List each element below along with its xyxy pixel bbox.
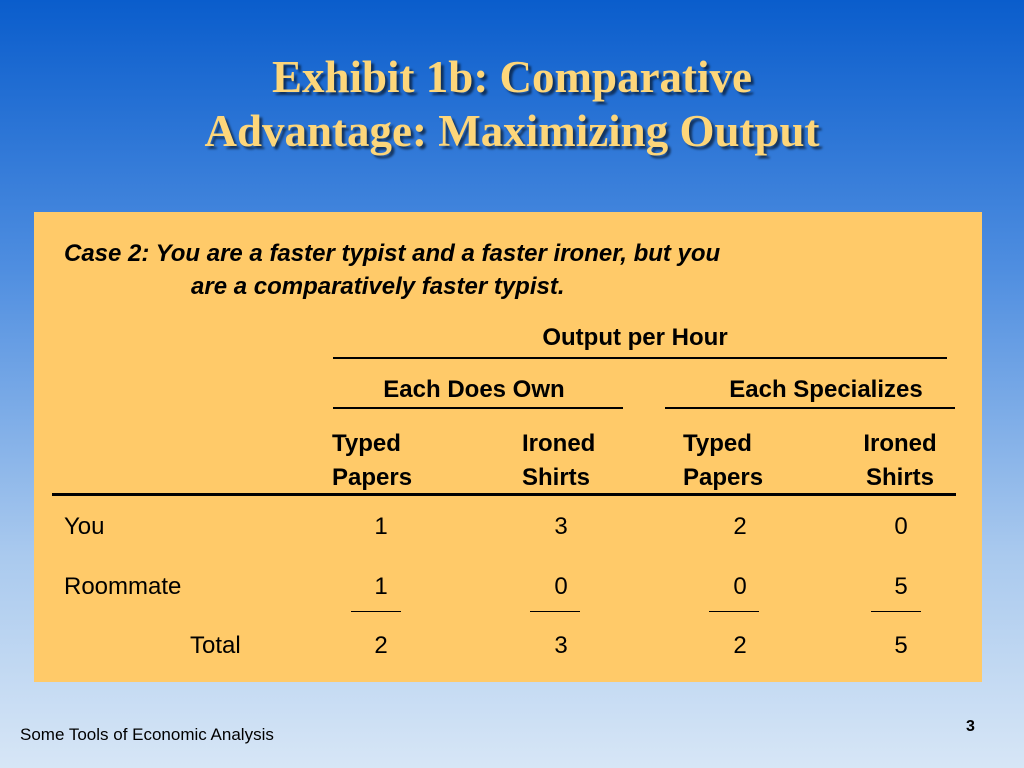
table-cell: 0 bbox=[894, 513, 908, 540]
group-rule-each-specializes bbox=[665, 407, 955, 409]
table-cell: 5 bbox=[894, 573, 908, 600]
column-header-line-1: Ironed bbox=[863, 430, 937, 457]
sum-rule bbox=[351, 611, 401, 612]
table-cell: 0 bbox=[733, 573, 747, 600]
case-line-2: are a comparatively faster typist. bbox=[191, 273, 565, 300]
slide-footer: Some Tools of Economic Analysis bbox=[20, 725, 274, 744]
row-label-you: You bbox=[64, 513, 105, 540]
sum-rule bbox=[871, 611, 921, 612]
sum-rule bbox=[530, 611, 580, 612]
group-header-each-specializes: Each Specializes bbox=[729, 376, 923, 403]
column-header-line-2: Papers bbox=[683, 464, 764, 491]
sum-rule bbox=[709, 611, 759, 612]
column-header-line-1: Typed bbox=[683, 430, 752, 457]
case-line-1: Case 2: You are a faster typist and a faster ironer, but you bbox=[64, 240, 721, 267]
table-cell: 5 bbox=[894, 632, 908, 659]
table-super-header: Output per Hour bbox=[542, 324, 728, 351]
column-header-typed-papers-specialize bbox=[683, 427, 763, 495]
group-rule-each-does-own bbox=[333, 407, 623, 409]
table-cell: 1 bbox=[374, 573, 388, 600]
column-header-typed-papers-own bbox=[332, 427, 412, 495]
column-header-line-1: Typed bbox=[332, 430, 401, 457]
table-cell: 2 bbox=[733, 632, 747, 659]
super-header-rule bbox=[333, 357, 947, 359]
column-header-line-1: Ironed bbox=[522, 430, 596, 457]
group-header-each-does-own: Each Does Own bbox=[383, 376, 565, 403]
case-description bbox=[64, 237, 974, 303]
table-cell: 1 bbox=[374, 513, 388, 540]
table-cell: 2 bbox=[733, 513, 747, 540]
table-cell: 0 bbox=[554, 573, 568, 600]
column-header-line-2: Papers bbox=[332, 464, 413, 491]
row-label-roommate: Roommate bbox=[64, 573, 182, 600]
column-header-line-2: Shirts bbox=[865, 464, 934, 491]
slide-title bbox=[0, 50, 1024, 158]
slide-title-line-2: Advantage: Maximizing Output bbox=[204, 106, 820, 156]
table-cell: 3 bbox=[554, 632, 568, 659]
column-header-ironed-shirts-own bbox=[522, 427, 595, 495]
row-label-total: Total bbox=[190, 632, 241, 659]
column-header-line-2: Shirts bbox=[522, 464, 591, 491]
column-header-ironed-shirts-specialize bbox=[849, 427, 951, 495]
header-bottom-rule bbox=[52, 493, 956, 496]
table-cell: 2 bbox=[374, 632, 388, 659]
slide-title-line-1: Exhibit 1b: Comparative bbox=[271, 52, 752, 102]
table-cell: 3 bbox=[554, 513, 568, 540]
page-number: 3 bbox=[966, 718, 975, 735]
